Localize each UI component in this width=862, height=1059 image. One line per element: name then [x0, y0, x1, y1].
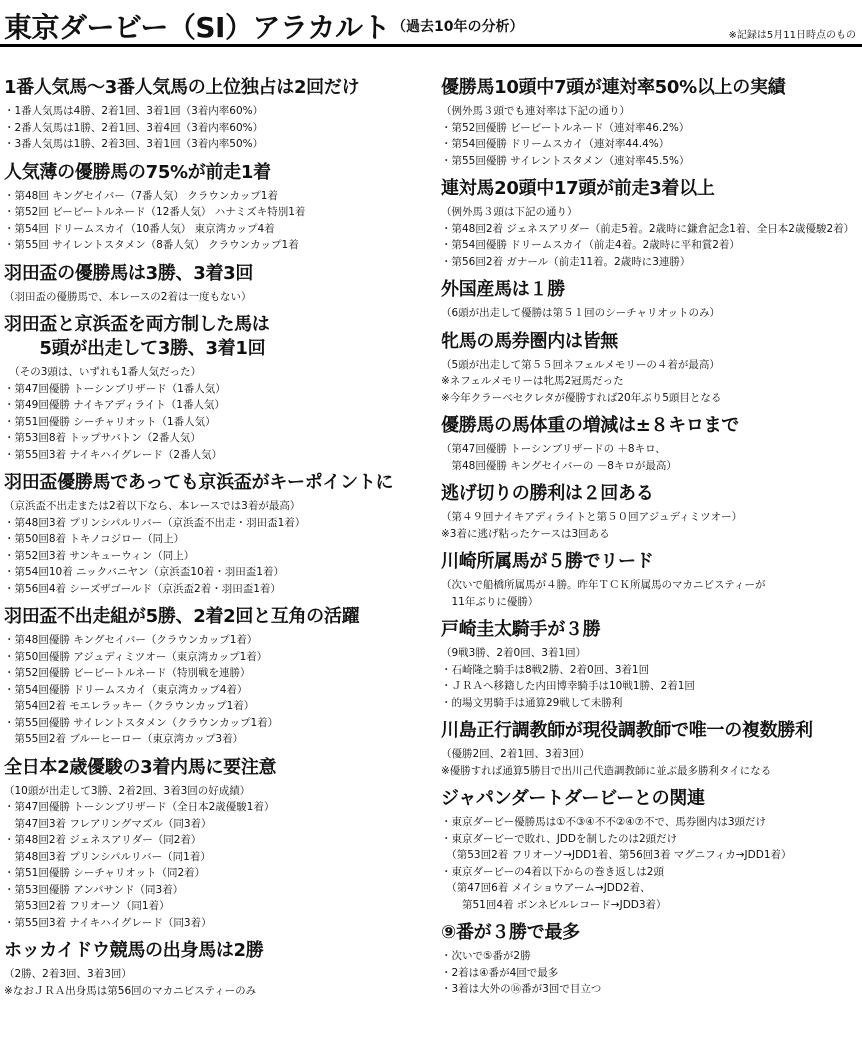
section-line: （5頭が出走して第５５回ネフェルメモリーの４着が最高）	[441, 358, 720, 371]
section-line: ・第53回8着 トップサバトン（2番人気）	[4, 432, 201, 444]
section-line: ・第52回優勝 ビービートルネード（連対率46.2%）	[441, 121, 690, 134]
right-column	[441, 74, 860, 1006]
section-line: （例外馬３頭は下記の通り）	[441, 206, 578, 218]
section-line: ・第55回優勝 サイレントスタメン（連対率45.5%）	[441, 154, 690, 167]
record-date-note: ※記録は5月11日時点のもの	[728, 30, 856, 41]
page-title: 東京ダービー（SI）アラカルト	[4, 11, 390, 44]
section-line: （京浜盃不出走または2着以下なら、本レースでは3着が最高）	[4, 500, 301, 512]
section-line: （2勝、2着3回、3着3回）	[4, 968, 132, 980]
page-subtitle: （過去10年の分析）	[392, 19, 524, 35]
section-line: ・第54回 ドリームスカイ（10番人気） 東京湾カップ4着	[4, 222, 275, 235]
section-line: 第53回2着 フリオーソ（同1着）	[4, 900, 170, 912]
section-line: （羽田盃の優勝馬で、本レースの2着は一度もない）	[4, 290, 252, 303]
section-heading: 牝馬の馬券圏内は皆無	[441, 330, 618, 352]
analysis-section	[4, 605, 428, 748]
section-line: ・第52回 ビービートルネード（12番人気） ハナミズキ特別1着	[4, 206, 306, 218]
section-line: ・第48回優勝 キングセイバー（クラウンカップ1着）	[4, 634, 258, 646]
analysis-section	[441, 618, 860, 711]
section-line: ・1番人気馬は4勝、2着1回、3着1回（3着内率60%）	[4, 105, 264, 117]
analysis-section	[441, 76, 860, 169]
section-line: ※3着に逃げ粘ったケースは3回ある	[441, 527, 610, 540]
section-line: ・第49回優勝 ナイキアディライト（1番人気）	[4, 399, 225, 411]
section-line: ・第53回優勝 アンパサンド（同3着）	[4, 883, 184, 896]
section-line: ・ＪＲＡへ移籍した内田博幸騎手は10戦1勝、2着1回	[441, 680, 695, 692]
section-line: 第47回3着 フレアリングマズル（同3着）	[4, 817, 212, 830]
section-line: ・第52回優勝 ビービートルネード（特別戦を連勝）	[4, 667, 251, 679]
section-heading: 連対馬20頭中17頭が前走3着以上	[441, 178, 715, 199]
section-line: ・第56回2着 ガナール（前走11着。2歳時に3連勝）	[441, 255, 691, 268]
analysis-section	[441, 414, 860, 474]
section-line: ・東京ダービーの4着以下からの巻き返しは2頭	[441, 865, 664, 878]
section-line: （第４９回ナイキアディライトと第５０回アジュディミツオー）	[441, 511, 743, 523]
section-line: ・第55回 サイレントスタメン（8番人気） クラウンカップ1着	[4, 239, 299, 251]
section-line: （第47回優勝 トーシンブリザードの ＋8キロ、	[441, 443, 666, 455]
section-heading: ジャパンダートダービーとの関連	[441, 788, 705, 809]
section-heading: 川島正行調教師が現役調教師で唯一の複数勝利	[441, 720, 813, 741]
section-heading: 優勝馬10頭中7頭が連対率50%以上の実績	[441, 77, 786, 98]
section-line: ・第48回 キングセイバー（7番人気） クラウンカップ1着	[4, 189, 278, 202]
section-line: ・第51回優勝 シーチャリオット（同2着）	[4, 867, 206, 879]
section-line: ・的場文男騎手は通算29戦して未勝利	[441, 696, 623, 709]
header-divider	[0, 44, 862, 47]
section-heading: 優勝馬の馬体重の増減は±８キロまで	[441, 415, 739, 436]
section-line: ・第48回2着 ジェネスアリダー（前走5着。2歳時に鎌倉記念1着、全日本2歳優駿2着）	[441, 222, 855, 235]
section-line: ・第54回優勝 ドリームスカイ（前走4着。2歳時に平和賞2着）	[441, 239, 740, 251]
section-heading: ホッカイドウ競馬の出身馬は2勝	[4, 940, 264, 961]
section-line: ・東京ダービー優勝馬は①不③④不不②④⑦不で、馬券圏内は3頭だけ	[441, 816, 767, 828]
section-heading: 戸崎圭太騎手が３勝	[441, 619, 601, 640]
section-line: 11年ぶりに優勝）	[441, 595, 539, 608]
left-column	[4, 74, 428, 1007]
section-line: ※なおＪＲＡ出身馬は第56回のマカニビスティーのみ	[4, 984, 257, 997]
section-line: ※ネフェルメモリーは牝馬2冠馬だった	[441, 375, 624, 387]
analysis-section	[441, 921, 860, 998]
section-line: 第48回優勝 キングセイバーの －8キロが最高）	[441, 459, 677, 472]
section-line: （第47回6着 メイショウアーム→JDD2着、	[441, 882, 651, 894]
section-line: ・第54回10着 ニックバニヤン（京浜盃10着・羽田盃1着）	[4, 566, 284, 578]
section-line: 第51回4着 ボンネビルレコード→JDD3着）	[441, 898, 667, 911]
analysis-section	[4, 262, 428, 306]
section-heading: ⑨番が３勝で最多	[441, 922, 580, 943]
section-line: ・東京ダービーで敗れ、JDDを制したのは2頭だけ	[441, 832, 678, 845]
section-line: （その3頭は、いずれも1番人気だった）	[4, 366, 202, 378]
section-line: ・2番人気馬は1勝、2着1回、3着4回（3着内率60%）	[4, 121, 264, 134]
section-line: （次いで船橋所属馬が４勝。昨年ＴＣＫ所属馬のマカニビスティーが	[441, 579, 766, 591]
section-line: ・2着は④番が4回で最多	[441, 966, 559, 979]
section-line: ※優勝すれば通算5勝目で出川己代造調教師に並ぶ最多勝利タイになる	[441, 764, 772, 777]
analysis-section	[441, 719, 860, 779]
section-line: ・第48回3着 プリンシパルリバー（京浜盃不出走・羽田盃1着）	[4, 516, 306, 529]
analysis-section	[4, 313, 428, 463]
analysis-section	[441, 787, 860, 913]
section-line: ・第47回優勝 トーシンブリザード（1番人気）	[4, 382, 226, 395]
section-line: （6頭が出走して優勝は第５１回のシーチャリオットのみ）	[441, 307, 720, 319]
section-line: （例外馬３頭でも連対率は下記の通り）	[441, 105, 630, 117]
section-line: ※今年クラーベセクレタが優勝すれば20年ぶり5頭目となる	[441, 391, 722, 404]
analysis-section	[441, 550, 860, 610]
analysis-section	[4, 939, 428, 999]
section-line: ・第55回優勝 サイレントスタメン（クラウンカップ1着）	[4, 716, 279, 729]
section-line: ・第55回3着 ナイキハイグレード（同3着）	[4, 916, 212, 929]
section-heading: 羽田盃不出走組が5勝、2着2回と互角の活躍	[4, 606, 360, 627]
section-heading: 1番人気馬〜3番人気馬の上位独占は2回だけ	[4, 77, 360, 98]
section-heading: 外国産馬は１勝	[441, 279, 565, 300]
section-line: （優勝2回、2着1回、3着3回）	[441, 748, 590, 760]
section-line: ・第51回優勝 シーチャリオット（1番人気）	[4, 415, 216, 428]
analysis-section	[441, 177, 860, 270]
analysis-section	[4, 756, 428, 932]
section-line: ・第54回優勝 ドリームスカイ（東京湾カップ4着）	[4, 683, 248, 696]
analysis-section	[441, 330, 860, 407]
analysis-section	[4, 471, 428, 597]
section-heading: 羽田盃と京浜盃を両方制した馬は 5頭が出走して3勝、3着1回	[4, 314, 270, 359]
section-heading: 川崎所属馬が５勝でリード	[441, 551, 654, 572]
analysis-section	[441, 482, 860, 542]
section-line: ・第54回優勝 ドリームスカイ（連対率44.4%）	[441, 138, 670, 150]
section-line: ・次いで⑤番が2勝	[441, 950, 531, 962]
section-line: ・第56回4着 シーズザゴールド（京浜盃2着・羽田盃1着）	[4, 582, 281, 595]
section-line: 第55回2着 ブルーヒーロー（東京湾カップ3着）	[4, 733, 244, 745]
section-line: 第48回3着 プリンシパルリバー（同1着）	[4, 850, 211, 863]
section-line: 第54回2着 モエレラッキー（クラウンカップ1着）	[4, 700, 255, 712]
section-heading: 羽田盃の優勝馬は3勝、3着3回	[4, 262, 254, 284]
section-heading: 全日本2歳優駿の3着内馬に要注意	[4, 756, 277, 778]
section-line: （第53回2着 フリオーソ→JDD1着、第56回3着 マグニフィカ→JDD1着）	[441, 849, 792, 861]
section-heading: 羽田盃優勝馬であっても京浜盃がキーポイントに	[4, 472, 394, 493]
section-line: ・第48回2着 ジェネスアリダー（同2着）	[4, 834, 202, 846]
section-heading: 人気薄の優勝馬の75%が前走1着	[4, 161, 271, 183]
section-line: ・第47回優勝 トーシンブリザード（全日本2歳優駿1着）	[4, 801, 275, 813]
section-line: ・第55回3着 ナイキハイグレード（2番人気）	[4, 448, 223, 461]
section-line: ・第50回優勝 アジュディミツオー（東京湾カップ1着）	[4, 650, 268, 663]
section-line: （10頭が出走して3勝、2着2回、3着3回の好成績）	[4, 784, 251, 797]
section-line: ・石崎隆之騎手は8戦2勝、2着0回、3着1回	[441, 663, 650, 676]
section-line: （9戦3勝、2着0回、3着1回）	[441, 647, 587, 659]
section-line: ・第52回3着 サンキューウィン（同上）	[4, 549, 195, 562]
analysis-section	[4, 161, 428, 254]
section-line: ・第50回8着 トキノコジロー（同上）	[4, 533, 185, 545]
page-header	[0, 0, 862, 62]
analysis-section	[4, 76, 428, 153]
section-heading: 逃げ切りの勝利は２回ある	[441, 483, 654, 504]
section-line: ・3着は大外の⑯番が3回で目立つ	[441, 983, 602, 995]
analysis-section	[441, 278, 860, 322]
section-line: ・3番人気馬は1勝、2着3回、3着1回（3着内率50%）	[4, 138, 264, 150]
